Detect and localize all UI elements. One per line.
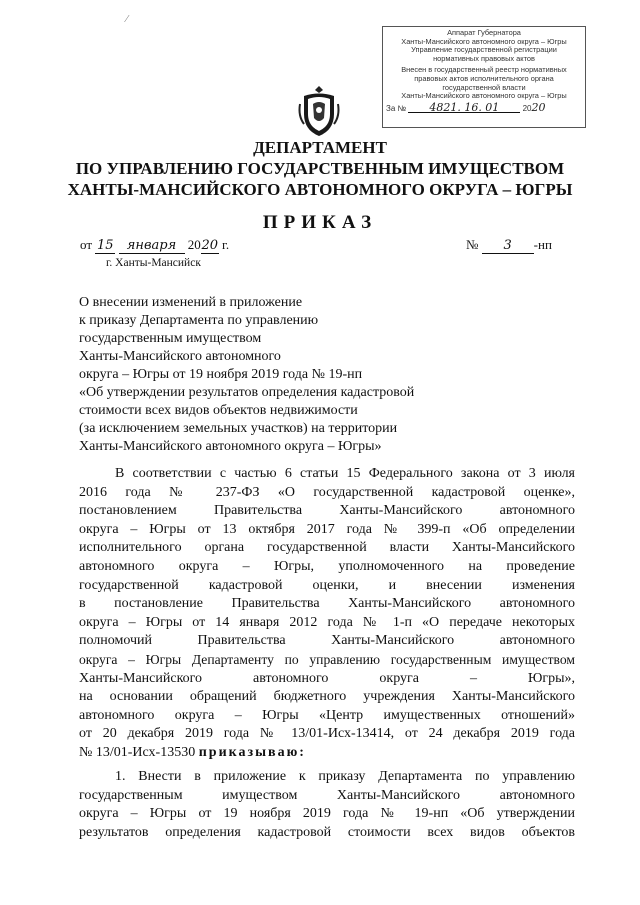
subject-line: О внесении изменений в приложение (79, 295, 303, 310)
city: г. Ханты-Мансийск (106, 257, 201, 269)
paragraph-line: округа – Югры Департаменту по управлению государственным имуществом (79, 651, 575, 667)
number-value: 3 (482, 238, 534, 254)
paragraph-line: государственной кадастровой оценки, и внесении изменения (79, 577, 575, 593)
paragraph-line: автономного округа – Югры, уполномоченного на проведение (79, 558, 575, 574)
paragraph-line: от 20 декабря 2019 года № 13/01-Исх-13414, от 24 декабря 2019 года (79, 726, 575, 742)
registration-stamp (382, 26, 586, 128)
subject-line: округа – Югры от 19 ноября 2019 года № 19-нп (79, 367, 363, 382)
subject-line: стоимости всех видов объектов недвижимости (79, 403, 358, 418)
scan-mark: ⁄ (126, 14, 128, 25)
date-suffix: г. (222, 237, 230, 252)
document-title: ПРИКАЗ (262, 212, 378, 233)
paragraph-line: Ханты-Мансийского автономного округа – Югры», (79, 670, 575, 686)
date-month: января (119, 238, 185, 254)
department-line-1: ДЕПАРТАМЕНТ (253, 138, 387, 157)
date-prefix: от (80, 237, 93, 252)
stamp-line: Внесен в государственный реестр нормативных (401, 65, 567, 75)
number-suffix: -нп (533, 237, 552, 252)
coat-of-arms-icon (296, 84, 342, 138)
subject-line: (за исключением земельных участков) на территории (79, 421, 398, 436)
subject-line: государственным имуществом (79, 331, 262, 346)
stamp-line: Ханты-Мансийского автономного округа – Югры (401, 36, 567, 46)
paragraph-line: автономного округа – Югры «Центр имущественных отношений» (79, 707, 575, 723)
clause-1-paragraph (79, 768, 575, 842)
department-line-2: ПО УПРАВЛЕНИЮ ГОСУДАРСТВЕННЫМ ИМУЩЕСТВОМ (75, 159, 565, 178)
stamp-line: правовых актов исполнительного органа (414, 73, 554, 83)
paragraph-line: полномочий Правительства Ханты-Мансийского автономного (79, 633, 575, 649)
paragraph-line: государственным имуществом Ханты-Мансийского автономного (79, 787, 575, 803)
stamp-line: Аппарат Губернатора (447, 28, 521, 37)
stamp-line: Ханты-Мансийского автономного округа – Югры (401, 91, 567, 101)
paragraph-line: округа – Югры от 19 ноября 2019 года № 19-нп «Об утверждении (79, 806, 575, 822)
paragraph-line: на основании обращений бюджетного учреждения Ханты-Мансийского (79, 689, 575, 705)
paragraph-line: В соответствии с частью 6 статьи 15 Федерального закона от 3 июля (115, 466, 575, 481)
department-line-3: ХАНТЫ-МАНСИЙСКОГО АВТОНОМНОГО ОКРУГА – ЮГРЫ (67, 180, 573, 199)
order-verb: приказываю: (198, 744, 306, 760)
paragraph-line: 2016 года № 237-ФЗ «О государственной кадастровой оценке», (79, 484, 575, 500)
stamp-line: Управление государственной регистрации (411, 45, 557, 55)
number-prefix: № (466, 237, 479, 252)
subject-line: к приказу Департамента по управлению (79, 313, 319, 328)
preamble-paragraph (79, 465, 575, 763)
order-subject (79, 294, 414, 456)
paragraph-line: результатов определения кадастровой стоимости всех видов объектов (79, 824, 575, 840)
stamp-line: нормативных правовых актов (433, 53, 535, 63)
paragraph-line (79, 744, 575, 763)
paragraph-line: исполнительного органа государственной власти Ханты-Мансийского (79, 540, 575, 556)
stamp-reg-year: 20 (522, 103, 532, 113)
paragraph-line: округа – Югры от 14 января 2012 года № 1-п «О передаче некоторых (79, 614, 575, 630)
subject-line: Ханты-Мансийского автономного округа – Югры» (79, 439, 382, 454)
paragraph-line: в постановление Правительства Ханты-Мансийского автономного (79, 596, 575, 612)
subject-line: Ханты-Мансийского автономного (79, 349, 281, 364)
stamp-reg-year-hw: 20 (531, 100, 546, 114)
stamp-reg-number: 4821. 16. 01 (408, 104, 520, 114)
date-day: 15 (96, 238, 114, 253)
date-year-prefix: 20 (187, 237, 201, 252)
paragraph-line: постановлением Правительства Ханты-Мансийского автономного (79, 503, 575, 519)
date-year: 20 (201, 238, 219, 253)
stamp-registration (386, 100, 582, 114)
paragraph-last-text: № 13/01-Исх-13530 (79, 744, 196, 760)
paragraph-line: 1. Внести в приложение к приказу Департамента по управлению (115, 769, 575, 784)
paragraph-line: округа – Югры от 13 октября 2017 года № 399-п «Об определении (79, 521, 575, 537)
stamp-line: государственной власти (442, 82, 526, 92)
stamp-reg-prefix: За № (386, 103, 407, 113)
order-date (80, 237, 229, 254)
order-number (466, 237, 552, 254)
subject-line: «Об утверждении результатов определения кадастровой (79, 385, 415, 400)
